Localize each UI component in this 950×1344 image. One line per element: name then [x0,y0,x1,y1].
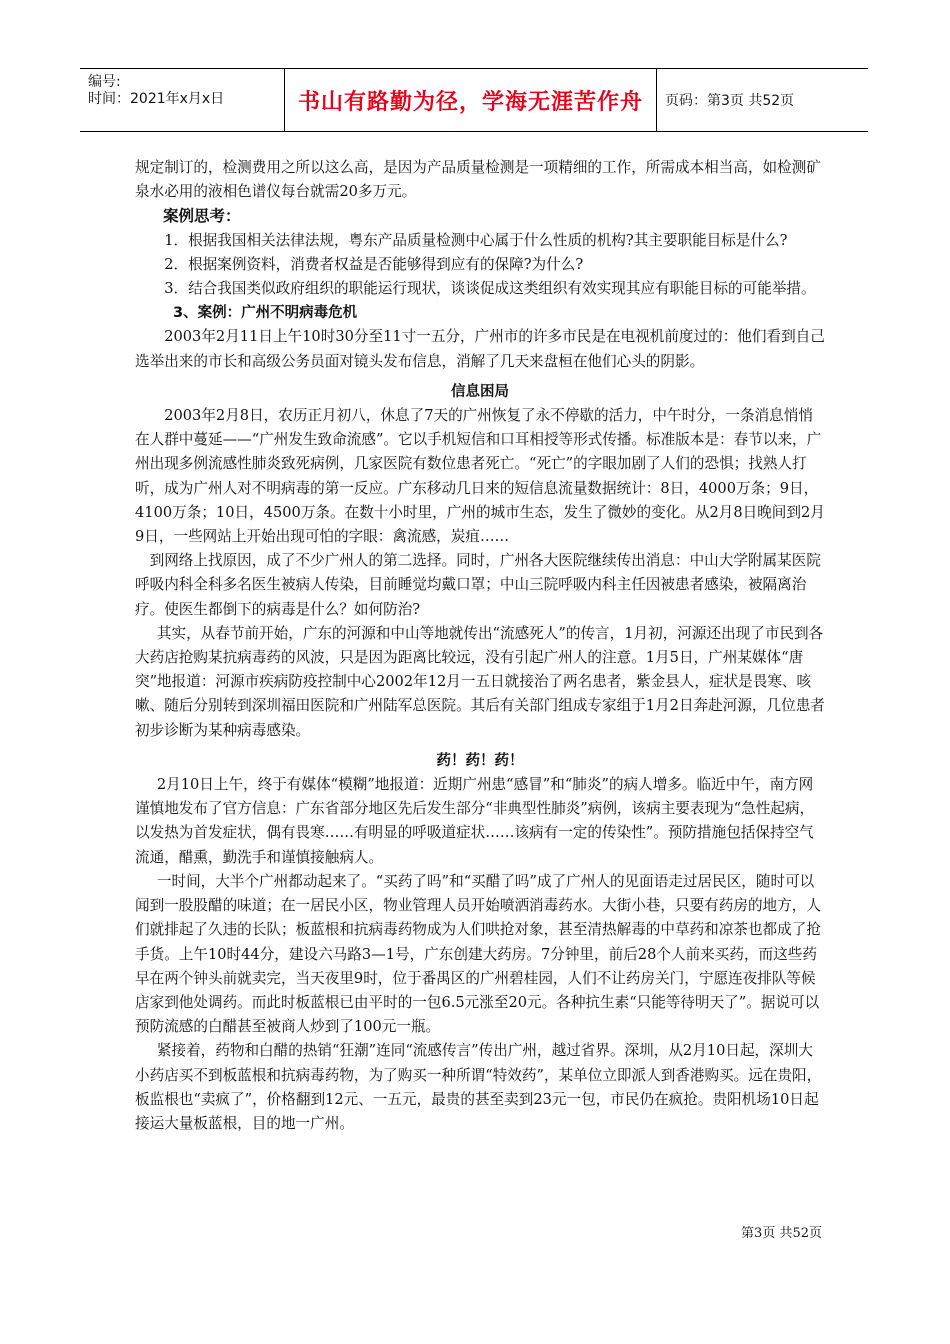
paragraph: 规定制订的，检测费用之所以这么高，是因为产品质量检测是一项精细的工作，所需成本相当高，如检测矿泉水必用的液相色谱仪每台就需20多万元。 [135,159,821,201]
header-number-label: 编号: [88,74,121,90]
header-page-code-cell [657,69,868,131]
paragraph: 2003年2月11日上午10时30分至11寸一五分，广州市的许多市民是在电视机前度过的：他们看到自己选举出来的市长和高级公务员面对镜头发布信息，消解了几天来盘桓在他们心头的阴影。 [135,328,825,370]
header-meta [80,69,284,131]
paragraph: 2月10日上午，终于有媒体“模糊”地报道：近期广州患“感冒”和“肺炎”的病人增多。临近中午，南方网谨慎地发布了官方信息：广东省部分地区先后发生部分“非典型性肺炎”病例，该病主要表现为“急性起病，以发热为首发症状，偶有畏寒……有明显的呼吸道症状……该病有一定的传染性”。预防措施包括保持空气流通，醋熏，勤洗手和谨慎接触病人。 [135,776,815,866]
header-motto: 书山有路勤为径，学海无涯苦作舟 [297,89,643,115]
paragraph: 2003年2月8日，农历正月初八，休息了7天的广州恢复了永不停歇的活力，中午时分，一条消息悄悄在人群中蔓延——“广州发生致命流感”。它以手机短信和口耳相授等形式传播。标准版本是：春节以来，广州出现多例流感性肺炎致死病例，几家医院有数位患者死亡。“死亡”的字眼加剧了人们的恐惧；找熟人打听，成为广州人对不明病毒的第一反应。广东移动几日来的短信息流量数据统计：8日，4000万条；9日，4100万条；10日，4500万条。在数十小时里，广州的城市生态，发生了微妙的变化。从2月8日晚间到2月9日，一些网站上开始出现可怕的字眼：禽流感，炭疽…… [135,407,825,546]
page-footer: 第3页 共52页 [741,1226,822,1241]
section-heading-reflection: 案例思考： [163,207,241,226]
paragraph: 其实，从春节前开始，广东的河源和中山等地就传出“流感死人”的传言，1月初，河源还出现了市民到各大药店抢购某抗病毒药的风波，只是因为距离比较远，没有引起广州人的注意。1月5日，广州某媒体“唐突”地报道：河源市疾病防疫控制中心2002年12月一五日就接治了两名患者，紫金县人，症状是畏寒、咳嗽、随后分别转到深圳福田医院和广州陆军总医院。其后有关部门组成专家组于1月2日奔赴河源，几位患者初步诊断为某种病毒感染。 [135,624,825,739]
document-body [135,156,825,1136]
question-1: 1．根据我国相关法律法规，粤东产品质量检测中心属于什么性质的机构?其主要职能目标是什么? [164,231,788,249]
subheading-info-dilemma: 信息困局 [451,383,509,400]
question-2: 2．根据案例资料，消费者权益是否能够得到应有的保障?为什么? [164,255,584,273]
section-heading-case-3: 3、案例：广州不明病毒危机 [173,305,358,322]
question-3: 3．结合我国类似政府组织的职能运行现状，谈谈促成这类组织有效实现其应有职能目标的可能举措。 [164,280,816,298]
paragraph: 紧接着，药物和白醋的热销“狂潮”连同“流感传言”传出广州，越过省界。深圳，从2月10日起，深圳大小药店买不到板蓝根和抗病毒药物，为了购买一种所谓“特效药”，某单位立即派人到香港购买。远在贵阳，板监根也“卖疯了”，价格翻到12元、一五元，最贵的甚至卖到23元一包，市民仍在疯抢。贵阳机场10日起接运大量板蓝根，目的地一广州。 [135,1042,822,1132]
header-page-code: 页码：第3页 共52页 [665,93,795,109]
header-motto-cell [284,69,657,131]
paragraph: 到网络上找原因，成了不少广州人的第二选择。同时，广州各大医院继续传出消息：中山大学附属某医院呼吸内科全科多名医生被病人传染，目前睡觉均戴口罩；中山三院呼吸内科主任因被患者感染，被隔离治疗。使医生都倒下的病毒是什么？如何防治? [135,552,821,618]
page-header [80,68,868,132]
subheading-drugs: 药！药！药！ [436,752,524,769]
paragraph: 一时间，大半个广州都动起来了。“买药了吗”和“买醋了吗”成了广州人的见面语走过居民区，随时可以闻到一股股醋的味道；在一居民小区，物业管理人员开始喷洒消毒药水。大街小巷，只要有药房的地方，人们就排起了久违的长队；板蓝根和抗病毒药物成为人们哄抢对象，甚至清热解毒的中草药和凉茶也都成了抢手货。上午10时44分，建设六马路3—1号，广东创建大药房。7分钟里，前后28个人前来买药，而这些药早在两个钟头前就卖完，当天夜里9时，位于番禺区的广州碧桂园，人们不让药房关门，宁愿连夜排队等候店家到他处调药。而此时板蓝根已由平时的一包6.5元涨至20元。各种抗生素“只能等待明天了”。据说可以预防流感的白醋甚至被商人炒到了100元一瓶。 [135,872,821,1036]
header-date: 时间：2021年x月x日 [88,91,225,107]
